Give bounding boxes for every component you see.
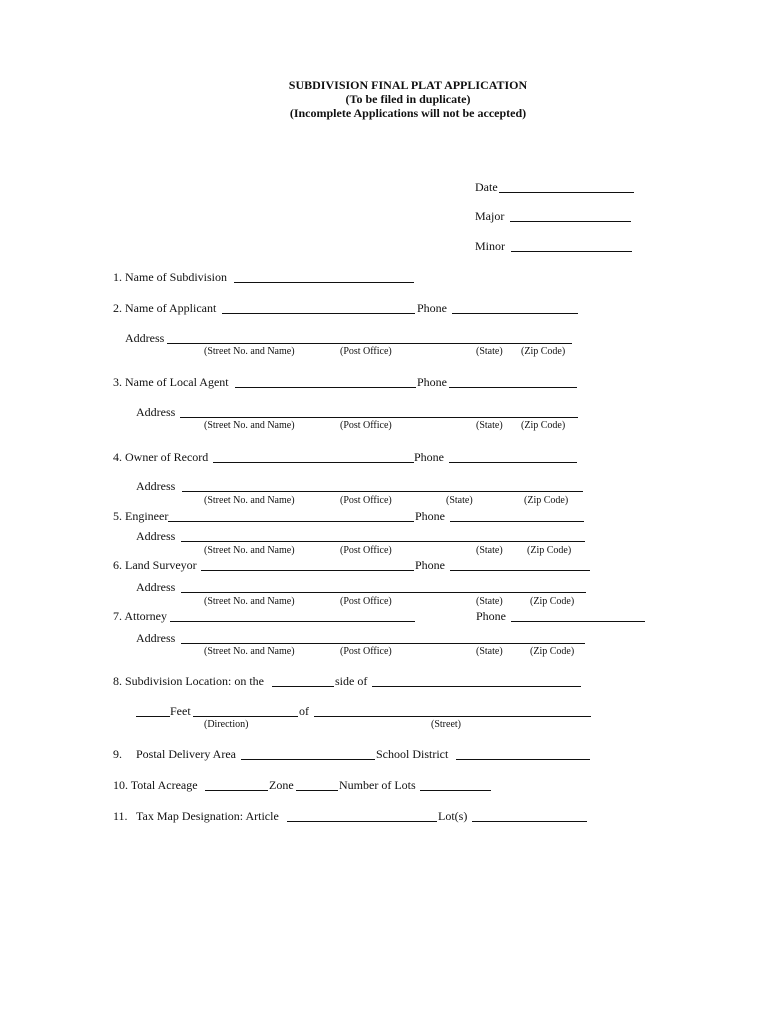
postal-area-field[interactable] bbox=[241, 759, 375, 760]
owner-phone-label: Phone bbox=[414, 450, 444, 464]
engineer-post-office-caption: (Post Office) bbox=[340, 545, 392, 556]
applicant-phone-label: Phone bbox=[417, 301, 447, 315]
attorney-post-office-caption: (Post Office) bbox=[340, 646, 392, 657]
owner-address-label: Address bbox=[136, 479, 176, 493]
surveyor-address-field[interactable] bbox=[181, 592, 586, 593]
subdivision-name-field[interactable] bbox=[234, 282, 414, 283]
of-label: of bbox=[299, 704, 309, 718]
subdivision-name-label: 1. Name of Subdivision bbox=[113, 270, 227, 284]
lots-field[interactable] bbox=[472, 821, 587, 822]
engineer-phone-field[interactable] bbox=[450, 521, 584, 522]
engineer-zip-caption: (Zip Code) bbox=[527, 545, 572, 556]
major-field[interactable] bbox=[510, 221, 631, 222]
local-agent-street-caption: (Street No. and Name) bbox=[204, 420, 295, 431]
surveyor-street-caption: (Street No. and Name) bbox=[204, 596, 295, 607]
street-caption: (Street) bbox=[431, 719, 461, 730]
attorney-phone-label: Phone bbox=[476, 609, 506, 623]
total-acreage-label: 10. Total Acreage bbox=[113, 778, 198, 792]
number-of-lots-label: Number of Lots bbox=[339, 778, 416, 792]
local-agent-address-field[interactable] bbox=[180, 417, 578, 418]
applicant-address-label: Address bbox=[125, 331, 165, 345]
attorney-label: 7. Attorney bbox=[113, 609, 167, 623]
local-agent-label: 3. Name of Local Agent bbox=[113, 375, 229, 389]
number-of-lots-field[interactable] bbox=[420, 790, 491, 791]
surveyor-address-label: Address bbox=[136, 580, 176, 594]
applicant-state-caption: (State) bbox=[476, 346, 503, 357]
postal-area-label: Postal Delivery Area bbox=[136, 747, 236, 761]
tax-map-article-field[interactable] bbox=[287, 821, 437, 822]
local-agent-zip-caption: (Zip Code) bbox=[521, 420, 566, 431]
engineer-address-field[interactable] bbox=[181, 541, 585, 542]
minor-field[interactable] bbox=[511, 251, 632, 252]
owner-state-caption: (State) bbox=[446, 495, 473, 506]
applicant-street-caption: (Street No. and Name) bbox=[204, 346, 295, 357]
major-label: Major bbox=[475, 209, 505, 223]
date-label: Date bbox=[475, 180, 498, 194]
owner-field[interactable] bbox=[213, 462, 414, 463]
surveyor-post-office-caption: (Post Office) bbox=[340, 596, 392, 607]
location-side-of-field[interactable] bbox=[372, 686, 581, 687]
owner-address-field[interactable] bbox=[182, 491, 583, 492]
local-agent-phone-field[interactable] bbox=[449, 387, 577, 388]
location-direction-field[interactable] bbox=[272, 686, 334, 687]
attorney-address-label: Address bbox=[136, 631, 176, 645]
school-district-label: School District bbox=[376, 747, 449, 761]
side-of-label: side of bbox=[335, 674, 368, 688]
attorney-phone-field[interactable] bbox=[511, 621, 645, 622]
local-agent-state-caption: (State) bbox=[476, 420, 503, 431]
local-agent-post-office-caption: (Post Office) bbox=[340, 420, 392, 431]
local-agent-phone-label: Phone bbox=[417, 375, 447, 389]
form-subtitle-duplicate: (To be filed in duplicate) bbox=[345, 92, 471, 106]
attorney-state-caption: (State) bbox=[476, 646, 503, 657]
surveyor-phone-field[interactable] bbox=[450, 570, 590, 571]
engineer-label: 5. Engineer bbox=[113, 509, 169, 523]
owner-label: 4. Owner of Record bbox=[113, 450, 209, 464]
location-label: 8. Subdivision Location: on the bbox=[113, 674, 264, 688]
owner-phone-field[interactable] bbox=[449, 462, 577, 463]
feet-field[interactable] bbox=[136, 716, 170, 717]
engineer-field[interactable] bbox=[168, 521, 414, 522]
owner-zip-caption: (Zip Code) bbox=[524, 495, 569, 506]
minor-label: Minor bbox=[475, 239, 505, 253]
engineer-street-caption: (Street No. and Name) bbox=[204, 545, 295, 556]
feet-of-street-field[interactable] bbox=[314, 716, 591, 717]
applicant-zip-caption: (Zip Code) bbox=[521, 346, 566, 357]
form-subtitle-incomplete: (Incomplete Applications will not be accepted) bbox=[289, 106, 527, 120]
engineer-address-label: Address bbox=[136, 529, 176, 543]
local-agent-address-label: Address bbox=[136, 405, 176, 419]
owner-post-office-caption: (Post Office) bbox=[340, 495, 392, 506]
zone-field[interactable] bbox=[296, 790, 338, 791]
form-title: SUBDIVISION FINAL PLAT APPLICATION bbox=[288, 78, 528, 92]
attorney-address-field[interactable] bbox=[181, 643, 585, 644]
surveyor-phone-label: Phone bbox=[415, 558, 445, 572]
owner-street-caption: (Street No. and Name) bbox=[204, 495, 295, 506]
feet-direction-field[interactable] bbox=[193, 716, 298, 717]
lots-label: Lot(s) bbox=[438, 809, 468, 823]
applicant-name-label: 2. Name of Applicant bbox=[113, 301, 217, 315]
direction-caption: (Direction) bbox=[204, 719, 249, 730]
surveyor-field[interactable] bbox=[201, 570, 414, 571]
total-acreage-field[interactable] bbox=[205, 790, 268, 791]
feet-label: Feet bbox=[170, 704, 191, 718]
date-field[interactable] bbox=[499, 192, 634, 193]
school-district-field[interactable] bbox=[456, 759, 590, 760]
applicant-address-field[interactable] bbox=[167, 343, 572, 344]
surveyor-label: 6. Land Surveyor bbox=[113, 558, 197, 572]
postal-number: 9. bbox=[113, 747, 122, 761]
zone-label: Zone bbox=[269, 778, 294, 792]
tax-map-label: Tax Map Designation: Article bbox=[136, 809, 279, 823]
attorney-street-caption: (Street No. and Name) bbox=[204, 646, 295, 657]
tax-number: 11. bbox=[113, 809, 128, 823]
attorney-field[interactable] bbox=[170, 621, 415, 622]
engineer-state-caption: (State) bbox=[476, 545, 503, 556]
engineer-phone-label: Phone bbox=[415, 509, 445, 523]
surveyor-zip-caption: (Zip Code) bbox=[530, 596, 575, 607]
applicant-name-field[interactable] bbox=[222, 313, 415, 314]
local-agent-field[interactable] bbox=[235, 387, 416, 388]
applicant-phone-field[interactable] bbox=[452, 313, 578, 314]
attorney-zip-caption: (Zip Code) bbox=[530, 646, 575, 657]
surveyor-state-caption: (State) bbox=[476, 596, 503, 607]
applicant-post-office-caption: (Post Office) bbox=[340, 346, 392, 357]
